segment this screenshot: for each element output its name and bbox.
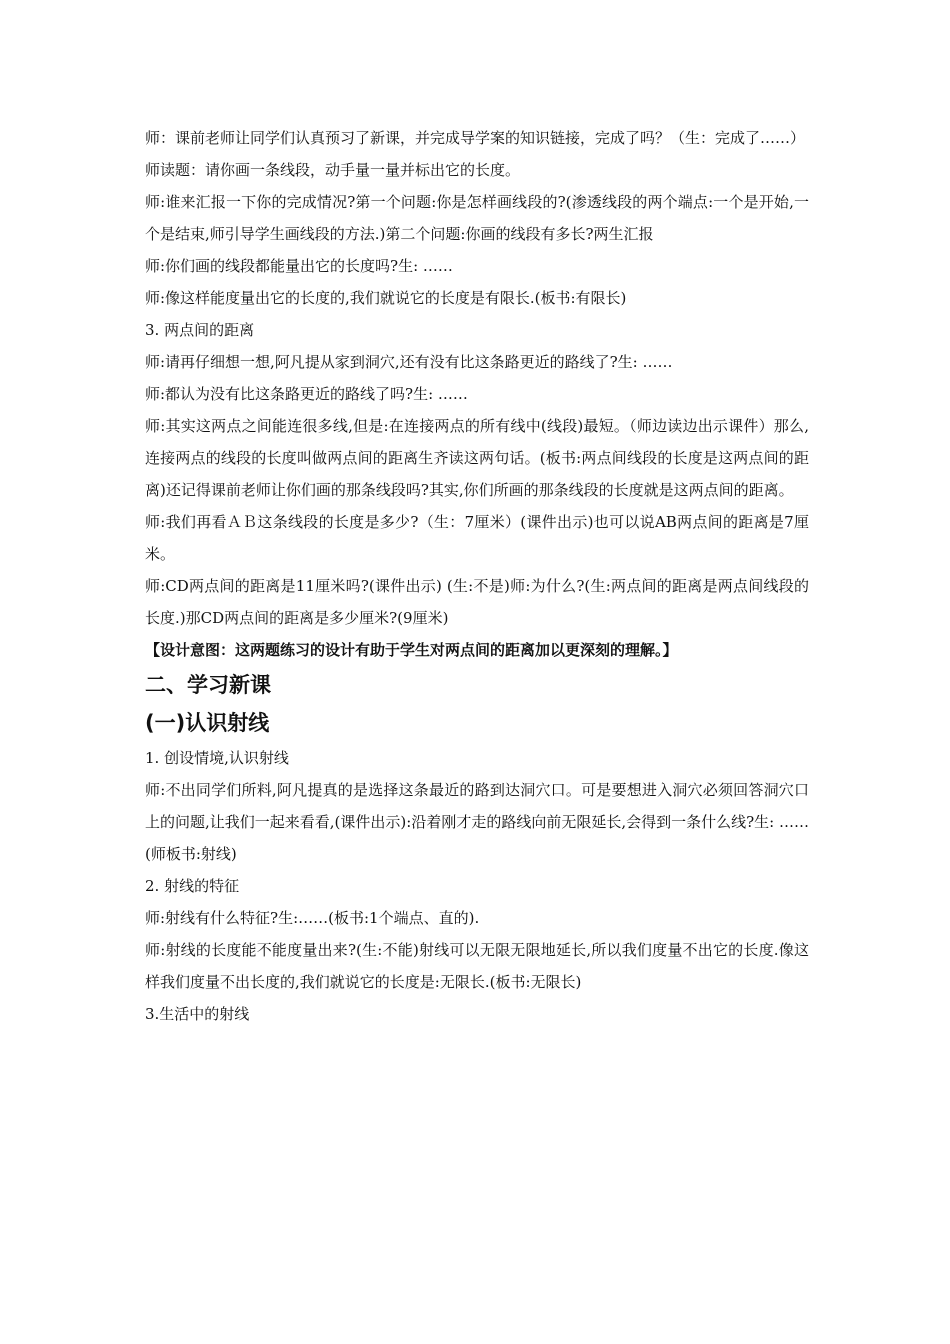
paragraph-finite-length: 师:像这样能度量出它的长度的,我们就说它的长度是有限长.(板书:有限长) xyxy=(145,289,627,307)
design-intent-note: 【设计意图：这两题练习的设计有助于学生对两点间的距离加以更深刻的理解。】 xyxy=(145,641,678,659)
subheading-distance-between-points: 3. 两点间的距离 xyxy=(145,321,255,339)
paragraph-read-question: 师读题：请你画一条线段，动手量一量并标出它的长度。 xyxy=(145,161,521,179)
document-body xyxy=(145,122,809,1030)
section-heading-new-lesson: 二、学习新课 xyxy=(145,673,271,697)
paragraph-infinite-length: 师:射线的长度能不能度量出来?(生:不能)射线可以无限无限地延长,所以我们度量不出它的长度.像这样我们度量不出长度的,我们就说它的长度是:无限长.(板书:无限长) xyxy=(145,941,809,991)
subheading-create-situation: 1. 创设情境,认识射线 xyxy=(145,749,289,767)
paragraph-measure-question: 师:你们画的线段都能量出它的长度吗?生: …… xyxy=(145,257,453,275)
paragraph-ray-features: 师:射线有什么特征?生:……(板书:1个端点、直的). xyxy=(145,909,480,927)
paragraph-preview-check: 师：课前老师让同学们认真预习了新课，并完成导学案的知识链接，完成了吗？（生：完成了……） xyxy=(145,129,806,147)
paragraph-report-drawing: 师:谁来汇报一下你的完成情况?第一个问题:你是怎样画线段的?(渗透线段的两个端点:一个是开始,一个是结束,师引导学生画线段的方法.)第二个问题:你画的线段有多长?两生汇报 xyxy=(145,193,809,243)
paragraph-shorter-route-question: 师:请再仔细想一想,阿凡提从家到洞穴,还有没有比这条路更近的路线了?生: …… xyxy=(145,353,673,371)
paragraph-ray-intro: 师:不出同学们所料,阿凡提真的是选择这条最近的路到达洞穴口。可是要想进入洞穴必须回答洞穴口上的问题,让我们一起来看看,(课件出示):沿着刚才走的路线向前无限延长,会得到一条什么线?生: ……(师板书:射线) xyxy=(145,781,809,863)
section-heading-know-ray: (一)认识射线 xyxy=(145,711,270,735)
paragraph-ab-distance: 师:我们再看ＡＢ这条线段的长度是多少?（生：7厘米）(课件出示)也可以说AB两点间的距离是7厘米。 xyxy=(145,513,809,563)
paragraph-shortest-route-question: 师:都认为没有比这条路更近的路线了吗?生: …… xyxy=(145,385,468,403)
subheading-rays-in-life: 3.生活中的射线 xyxy=(145,1005,250,1023)
subheading-ray-features: 2. 射线的特征 xyxy=(145,877,240,895)
paragraph-cd-distance: 师:CD两点间的距离是11厘米吗?(课件出示) (生:不是)师:为什么?(生:两点间的距离是两点间线段的长度.)那CD两点间的距离是多少厘米?(9厘米) xyxy=(145,577,809,627)
paragraph-distance-definition: 师:其实这两点之间能连很多线,但是:在连接两点的所有线中(线段)最短。（师边读边出示课件）那么,连接两点的线段的长度叫做两点间的距离生齐读这两句话。(板书:两点间线段的长度是这两点间的距离)还记得课前老师让你们画的那条线段吗?其实,你们所画的那条线段的长度就是这两点间的距离。 xyxy=(145,417,809,499)
